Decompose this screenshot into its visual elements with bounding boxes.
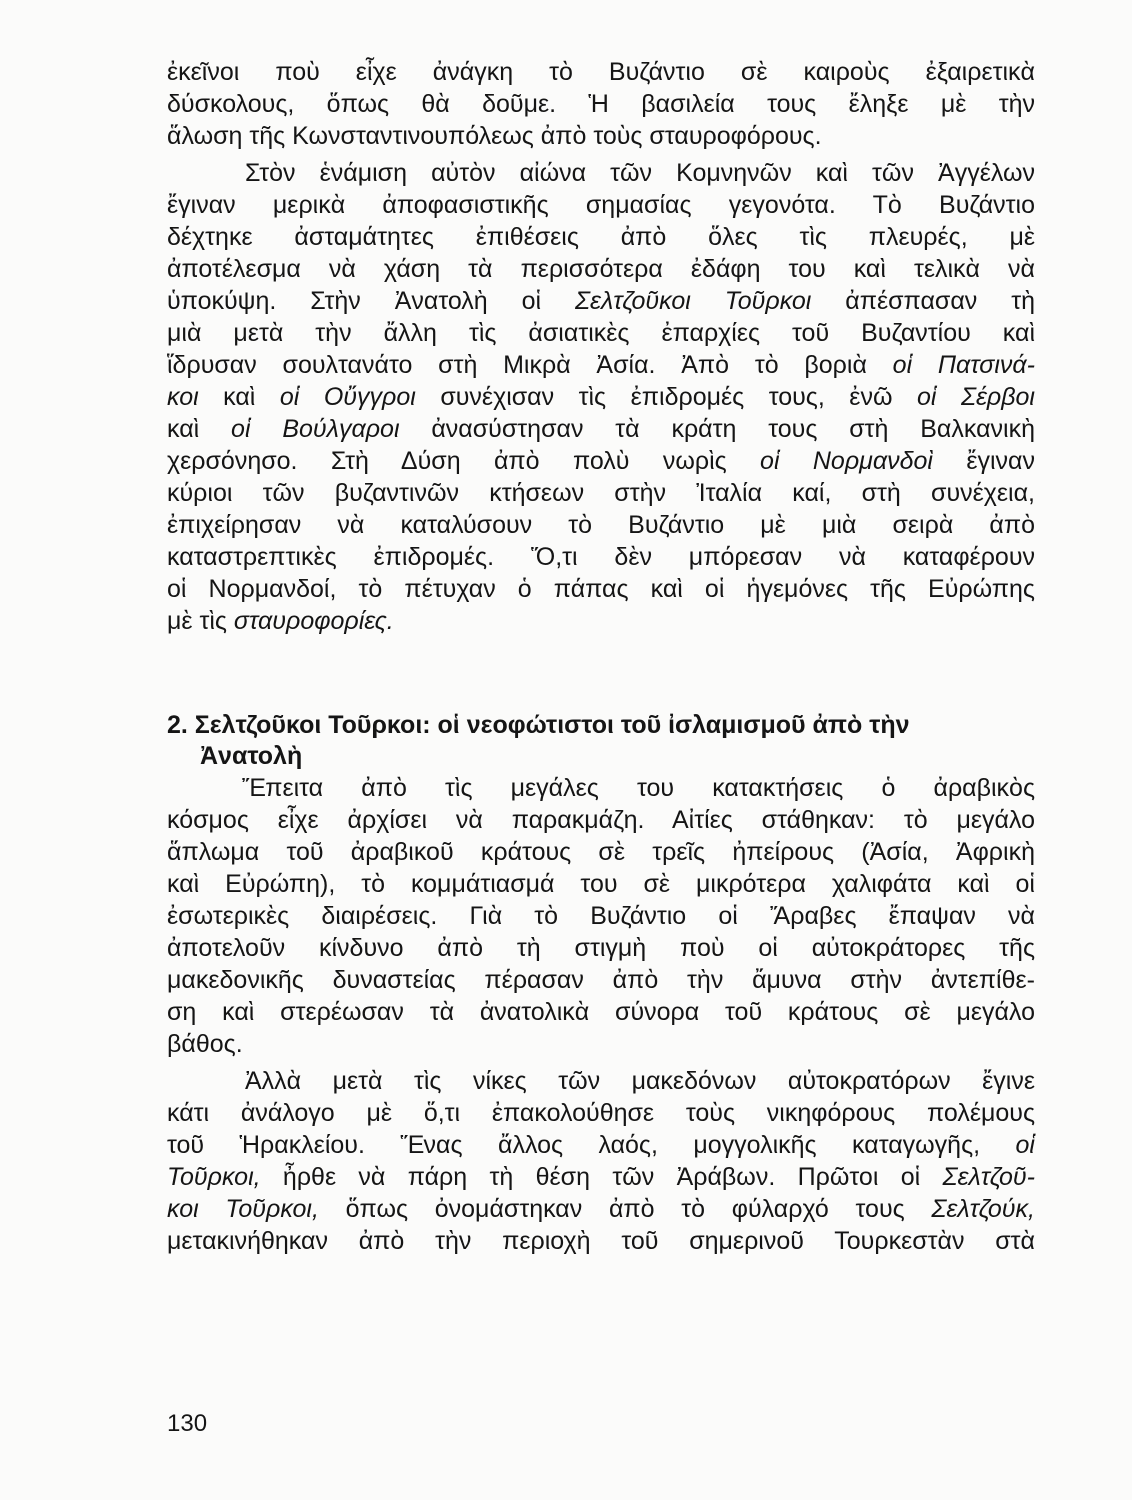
paragraph-1 (167, 56, 1035, 152)
text-line: ἀποτέλεσμα νὰ χάση τὰ περισσότερα ἐδάφη του καὶ τελικὰ νὰ (167, 255, 1035, 283)
italic-term: οἱ Νορμανδοὶ (760, 447, 933, 475)
italic-term: σταυροφορίες. (233, 607, 394, 635)
heading-line: 2. Σελτζοῦκοι Τοῦρκοι: οἱ νεοφώτιστοι τοῦ ἰσλαμισμοῦ ἀπὸ τὴν (167, 711, 910, 739)
text-line: Ἀλλὰ μετὰ τὶς νίκες τῶν μακεδόνων αὐτοκρατόρων ἔγινε (245, 1067, 1035, 1095)
text-line: δέχτηκε ἀσταμάτητες ἐπιθέσεις ἀπὸ ὅλες τὶς πλευρές, μὲ (167, 223, 1035, 251)
italic-term: οἱ Οὔγγροι (279, 383, 416, 411)
text-line: μετακινήθηκαν ἀπὸ τὴν περιοχὴ τοῦ σημερινοῦ Τουρκεστὰν στὰ (167, 1227, 1035, 1255)
italic-term: Τοῦρκοι, (167, 1163, 261, 1191)
italic-term: οἱ (1015, 1131, 1035, 1159)
text-line: κόσμος εἶχε ἀρχίσει νὰ παρακμάζη. Αἰτίες στάθηκαν: τὸ μεγάλο (167, 806, 1035, 834)
text-line: Ἔπειτα ἀπὸ τὶς μεγάλες του κατακτήσεις ὁ ἀραβικὸς (242, 774, 1035, 802)
text-line: κύριοι τῶν βυζαντινῶν κτήσεων στὴν Ἰταλία καί, στὴ συνέχεια, (167, 479, 1035, 507)
text-line: μακεδονικῆς δυναστείας πέρασαν ἀπὸ τὴν ἄμυνα στὴν ἀντεπίθε- (167, 966, 1035, 994)
text-line: μιὰ μετὰ τὴν ἄλλη τὶς ἀσιατικὲς ἐπαρχίες τοῦ Βυζαντίου καὶ (167, 319, 1035, 347)
text-line: ἅλωση τῆς Κωνσταντινουπόλεως ἀπὸ τοὺς σταυροφόρους. (167, 122, 822, 150)
paragraph-3 (167, 772, 1035, 1060)
text-line: κάτι ἀνάλογο μὲ ὅ,τι ἐπακολούθησε τοὺς νικηφόρους πολέμους (167, 1099, 1035, 1127)
italic-term: οἱ Πατσινά- (892, 351, 1035, 379)
text-run: καὶ (198, 383, 280, 411)
text-line (167, 1129, 1035, 1161)
text-run: χερσόνησο. Στὴ Δύση ἀπὸ πολὺ νωρὶς (167, 447, 761, 475)
text-line (167, 285, 1035, 317)
text-line (167, 605, 1035, 637)
text-block (167, 56, 1035, 1257)
text-line: ἀποτελοῦν κίνδυνο ἀπὸ τὴ στιγμὴ ποὺ οἱ αὐτοκράτορες τῆς (167, 934, 1035, 962)
text-line: Στὸν ἑνάμιση αὐτὸν αἰώνα τῶν Κομνηνῶν καὶ τῶν Ἀγγέλων (245, 159, 1035, 187)
text-line (167, 349, 1035, 381)
section-heading (167, 710, 1035, 772)
text-line: βάθος. (167, 1030, 243, 1058)
text-line (167, 381, 1035, 413)
text-line (167, 413, 1035, 445)
italic-term: Σελτζούκ, (931, 1195, 1035, 1223)
text-run: ὅπως ὀνομάστηκαν ἀπὸ τὸ φύλαρχό τους (318, 1195, 932, 1223)
text-line: δύσκολους, ὅπως θὰ δοῦμε. Ἡ βασιλεία τους ἔληξε μὲ τὴν (167, 90, 1035, 118)
text-line (167, 1193, 1035, 1225)
text-run: ἀπέσπασαν τὴ (811, 287, 1035, 315)
text-run: ἔγιναν (932, 447, 1035, 475)
text-line: καὶ Εὐρώπη), τὸ κομμάτιασμά του σὲ μικρότερα χαλιφάτα καὶ οἱ (167, 870, 1035, 898)
text-run: μὲ τὶς (167, 607, 234, 635)
text-line: ἐπιχείρησαν νὰ καταλύσουν τὸ Βυζάντιο μὲ μιὰ σειρὰ ἀπὸ (167, 511, 1035, 539)
italic-term: κοι Τοῦρκοι, (167, 1195, 319, 1223)
text-line: οἱ Νορμανδοί, τὸ πέτυχαν ὁ πάπας καὶ οἱ ἡγεμόνες τῆς Εὐρώπης (167, 575, 1035, 603)
text-run: ἵδρυσαν σουλτανάτο στὴ Μικρὰ Ἀσία. Ἀπὸ τὸ βοριὰ (167, 351, 893, 379)
italic-term: Σελτζοῦ- (942, 1163, 1035, 1191)
text-run: ὑποκύψη. Στὴν Ἀνατολὴ οἱ (167, 287, 575, 315)
heading-line: Ἀνατολὴ (200, 742, 303, 770)
paragraph-2 (167, 157, 1035, 637)
text-line: ση καὶ στερέωσαν τὰ ἀνατολικὰ σύνορα τοῦ κράτους σὲ μεγάλο (167, 998, 1035, 1026)
italic-term: οἱ Βούλγαροι (231, 415, 400, 443)
text-run: ἀνασύστησαν τὰ κράτη τους στὴ Βαλκανικὴ (399, 415, 1035, 443)
text-run: καὶ (167, 415, 232, 443)
text-run: ἦρθε νὰ πάρη τὴ θέση τῶν Ἀράβων. Πρῶτοι οἱ (260, 1163, 943, 1191)
text-line: ἐκεῖνοι ποὺ εἶχε ἀνάγκη τὸ Βυζάντιο σὲ καιροὺς ἐξαιρετικὰ (167, 58, 1035, 86)
text-line: ἐσωτερικὲς διαιρέσεις. Γιὰ τὸ Βυζάντιο οἱ Ἄραβες ἔπαψαν νὰ (167, 902, 1035, 930)
text-line: ἅπλωμα τοῦ ἀραβικοῦ κράτους σὲ τρεῖς ἠπείρους (Ἀσία, Ἀφρικὴ (167, 838, 1035, 866)
page-number: 130 (167, 1410, 208, 1437)
italic-term: οἱ Σέρβοι (916, 383, 1035, 411)
text-line: καταστρεπτικὲς ἐπιδρομές. Ὅ,τι δὲν μπόρεσαν νὰ καταφέρουν (167, 543, 1035, 571)
italic-term: κοι (167, 383, 199, 411)
text-line (167, 445, 1035, 477)
text-run: τοῦ Ἡρακλείου. Ἕνας ἄλλος λαός, μογγολικῆς καταγωγῆς, (167, 1131, 1016, 1159)
text-run: συνέχισαν τὶς ἐπιδρομές τους, ἐνῶ (415, 383, 917, 411)
text-line: ἔγιναν μερικὰ ἀποφασιστικῆς σημασίας γεγονότα. Τὸ Βυζάντιο (167, 191, 1035, 219)
italic-term: Σελτζοῦκοι Τοῦρκοι (575, 287, 812, 315)
text-line (167, 1161, 1035, 1193)
paragraph-4 (167, 1065, 1035, 1257)
